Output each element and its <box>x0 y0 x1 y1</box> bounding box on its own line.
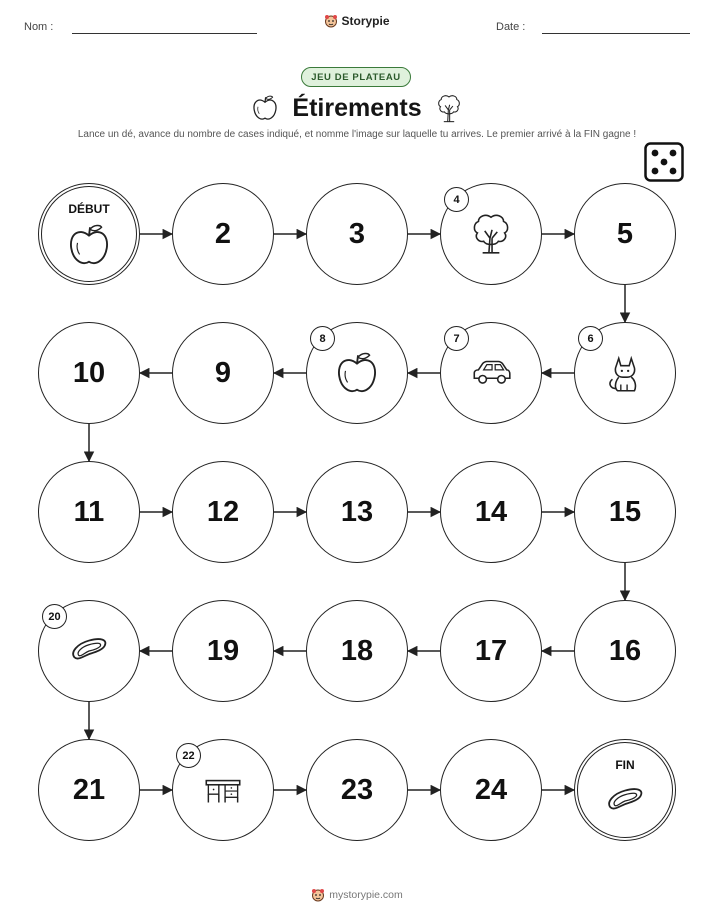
board-square-12 <box>172 461 274 563</box>
board-square-7 <box>440 322 542 424</box>
board-square-14 <box>440 461 542 563</box>
square-number: 12 <box>206 495 240 528</box>
square-number: 16 <box>608 634 642 667</box>
board-square-17 <box>440 600 542 702</box>
board-square-23 <box>306 739 408 841</box>
square-number: 13 <box>340 495 374 528</box>
apple-icon <box>66 222 112 268</box>
instructions: Lance un dé, avance du nombre de cases indiqué, et nomme l'image sur laquelle tu arrives. Le premier arrivé à la FIN gagne ! <box>77 129 637 140</box>
board-square-6 <box>574 322 676 424</box>
square-number-badge: 6 <box>578 326 603 351</box>
square-number: 5 <box>616 217 634 250</box>
square-number: 3 <box>348 217 366 250</box>
square-number: 24 <box>474 773 508 806</box>
board-square-13 <box>306 461 408 563</box>
board-square-24 <box>440 739 542 841</box>
board-square-18 <box>306 600 408 702</box>
date-label: Date : <box>496 21 526 33</box>
board-square-2 <box>172 183 274 285</box>
desk-icon <box>200 767 246 813</box>
square-number-badge: 8 <box>310 326 335 351</box>
board-square-21 <box>38 739 140 841</box>
square-number: 11 <box>73 495 105 528</box>
page-title: Étirements <box>292 93 422 122</box>
square-number: 21 <box>72 773 106 806</box>
storypie-logo-icon <box>311 888 325 902</box>
tree-icon <box>468 211 514 257</box>
band-icon <box>66 628 112 674</box>
square-number-badge: 20 <box>42 604 67 629</box>
finish-square <box>574 739 676 841</box>
finish-label: FIN <box>615 758 635 772</box>
square-number: 17 <box>474 634 508 667</box>
game-tag: JEU DE PLATEAU <box>301 67 411 87</box>
square-number: 10 <box>72 356 106 389</box>
footer-site[interactable]: mystorypie.com <box>329 889 403 901</box>
square-number: 2 <box>214 217 232 250</box>
band-icon <box>602 778 648 824</box>
brand-name: Storypie <box>341 14 390 28</box>
apple-icon <box>334 350 380 396</box>
start-label: DÉBUT <box>68 202 110 216</box>
car-icon <box>468 350 514 396</box>
board-square-5 <box>574 183 676 285</box>
start-square <box>38 183 140 285</box>
board-square-20 <box>38 600 140 702</box>
board-square-11 <box>38 461 140 563</box>
name-label: Nom : <box>24 21 54 33</box>
square-number-badge: 7 <box>444 326 469 351</box>
square-number: 9 <box>214 356 232 389</box>
square-number: 15 <box>608 495 642 528</box>
square-number: 23 <box>340 773 374 806</box>
square-number: 18 <box>340 634 374 667</box>
board-square-19 <box>172 600 274 702</box>
square-number-badge: 22 <box>176 743 201 768</box>
square-number-badge: 4 <box>444 187 469 212</box>
board-square-16 <box>574 600 676 702</box>
board-square-4 <box>440 183 542 285</box>
board-square-22 <box>172 739 274 841</box>
footer <box>0 888 714 905</box>
board-square-9 <box>172 322 274 424</box>
board-square-15 <box>574 461 676 563</box>
square-number: 14 <box>474 495 508 528</box>
square-number: 19 <box>206 634 240 667</box>
cat-icon <box>602 350 648 396</box>
board-square-8 <box>306 322 408 424</box>
board-square-3 <box>306 183 408 285</box>
board-square-10 <box>38 322 140 424</box>
